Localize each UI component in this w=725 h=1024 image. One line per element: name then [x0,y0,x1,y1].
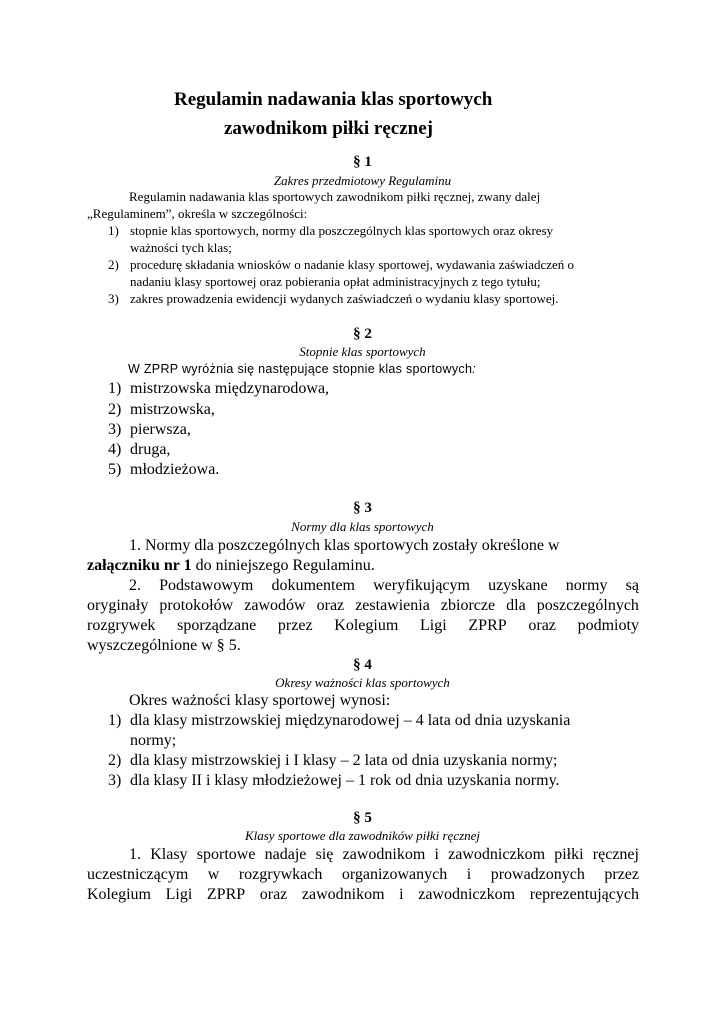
word: Ligi [420,617,447,634]
section-3-para-2-line-2 [87,597,639,615]
word: Podstawowym [159,577,254,594]
word: i [466,866,472,883]
word: przez [604,866,639,883]
word: zawodniczkom [418,886,516,903]
section-4-item-3-number: 3) [108,772,122,789]
section-3-subtitle: Normy dla klas sportowych [291,519,434,534]
word: zawodnikom [342,846,426,863]
section-1-subtitle: Zakres przedmiotowy Regulaminu [273,173,452,188]
word: Kolegium [334,617,399,634]
word: zawodów [244,597,306,614]
section-2-intro [128,362,476,376]
section-2-symbol: § 2 [353,326,372,342]
section-3-para-2-line-4: wyszczególnione w § 5. [87,637,241,654]
section-4-subtitle: Okresy ważności klas sportowych [275,675,450,690]
word: poszczególnych [536,597,639,614]
word: oryginały [87,597,149,614]
word: oraz [259,886,288,903]
section-1-intro-line-1: Regulamin nadawania klas sportowych zawodnikom piłki ręcznej, zwany dalej [129,189,541,204]
section-1-intro-line-2: „Regulaminem”, określa w szczególności: [87,206,308,221]
section-2-intro-colon: : [472,362,476,376]
section-3-para-1-line-2 [87,557,375,575]
section-4-item-1-line-1: dla klasy mistrzowskiej międzynarodowej – 4 lata od dnia uzyskania [130,712,571,729]
section-5-line-1 [129,846,639,864]
word: protokołów [159,597,234,614]
document-title-line-2: zawodnikom piłki ręcznej [224,118,433,139]
section-5-line-2 [87,866,639,884]
word: w [207,866,220,883]
section-2-item-1-number: 1) [108,380,122,397]
word: zestawienia [355,597,430,614]
section-4-item-2-line-1: dla klasy mistrzowskiej i I klasy – 2 lata od dnia uzyskania normy; [130,752,558,769]
attachment-reference-rest: do niniejszego Regulaminu. [191,557,375,574]
section-5-line-3 [87,886,639,904]
section-2-item-4-number: 4) [108,441,122,458]
section-4-item-1-line-2: normy; [130,732,177,749]
word: i [399,886,404,903]
word: Kolegium [87,886,151,903]
word: przez [277,617,313,634]
word: ZPRP [468,617,507,634]
word: dla [506,597,526,614]
word: są [625,577,639,594]
section-2-item-2-number: 2) [108,401,122,418]
section-1-item-3-line-1: zakres prowadzenia ewidencji wydanych zaświadczeń o wydaniu klasy sportowej. [130,291,559,306]
word: i [434,846,439,863]
section-5-symbol: § 5 [353,810,372,826]
section-1-item-1-line-1: stopnie klas sportowych, normy dla poszczególnych klas sportowych oraz okresy [130,223,554,238]
word: sportowe [196,846,256,863]
section-3-para-2-line-1 [129,577,639,595]
word: ręcznej [592,846,639,863]
word: podmioty [577,617,639,634]
section-2-item-5-number: 5) [108,461,122,478]
word: rozgrywek [87,617,156,634]
word: 2. [129,577,141,594]
word: 1. [129,846,141,863]
section-1-item-2-line-1: procedurę składania wniosków o nadanie klasy sportowej, wydawania zaświadczeń o [130,257,575,272]
section-1-item-3-number: 3) [108,291,119,306]
document-title-line-1: Regulamin nadawania klas sportowych [174,89,493,110]
word: sporządzane [177,617,257,634]
section-2-item-5-text: młodzieżowa. [130,461,220,478]
word: Klasy [150,846,188,863]
word: zbiorcze [440,597,496,614]
word: prowadzonych [490,866,585,883]
section-2-item-4-text: druga, [130,441,171,458]
section-2-item-2-text: mistrzowska, [130,401,215,418]
section-1-symbol: § 1 [353,154,372,170]
section-3-para-2-line-3 [87,617,639,635]
section-1-item-1-number: 1) [108,223,119,238]
word: normy [565,577,608,594]
section-4-symbol: § 4 [353,657,372,673]
word: się [315,846,334,863]
section-1-item-1-line-2: ważności tych klas; [130,240,232,255]
word: oraz [528,617,556,634]
section-2-intro-text: W ZPRP wyróżnia się następujące stopnie klas sportowych [128,362,473,376]
word: organizowanych [341,866,448,883]
section-2-item-3-number: 3) [108,421,122,438]
word: Ligi [165,886,193,903]
word: oraz [316,597,345,614]
section-2-item-3-text: pierwsza, [130,421,191,438]
word: piłki [554,846,584,863]
word: weryfikującym [373,577,470,594]
section-1-item-2-number: 2) [108,257,119,272]
section-3-para-1-line-1: 1. Normy dla poszczególnych klas sportowych zostały określone w [129,537,560,554]
attachment-reference: załączniku nr 1 [87,557,192,574]
word: zawodniczkom [448,846,546,863]
word: uzyskane [488,577,548,594]
word: nadaje [264,846,307,863]
section-4-item-3-line-1: dla klasy II i klasy młodzieżowej – 1 rok od dnia uzyskania normy. [130,772,560,789]
word: uczestniczącym [87,866,189,883]
word: rozgrywkach [238,866,323,883]
section-2-item-1-text: mistrzowska międzynarodowa, [130,380,330,397]
section-1-item-2-line-2: nadaniu klasy sportowej oraz pobierania opłat administracyjnych z tego tytułu; [130,274,541,289]
word: zawodnikom [301,886,385,903]
word: dokumentem [271,577,355,594]
section-4-intro: Okres ważności klasy sportowej wynosi: [129,692,391,709]
section-2-subtitle: Stopnie klas sportowych [299,344,426,359]
section-3-symbol: § 3 [353,500,372,516]
section-4-item-1-number: 1) [108,712,122,729]
word: ZPRP [206,886,246,903]
word: reprezentujących [529,886,639,903]
section-4-item-2-number: 2) [108,752,122,769]
section-5-subtitle: Klasy sportowe dla zawodników piłki ręcznej [244,828,481,843]
